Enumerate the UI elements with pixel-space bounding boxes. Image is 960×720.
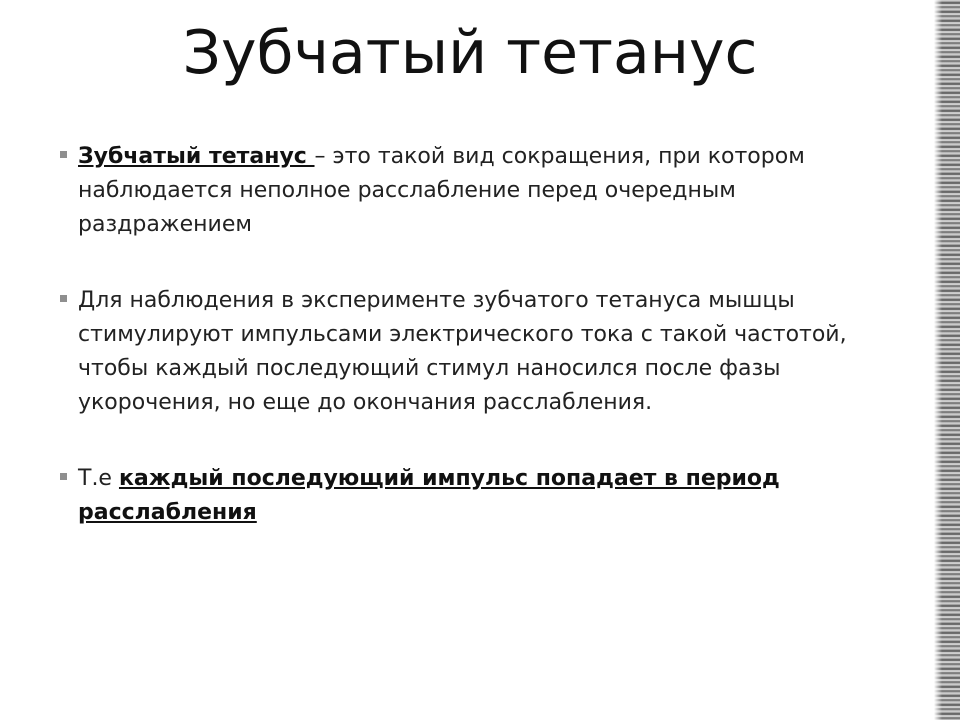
- square-bullet-icon: [60, 295, 67, 302]
- square-bullet-icon: [60, 151, 67, 158]
- conclusion-emphasis: каждый последующий импульс попадает в период расслабления: [78, 466, 780, 525]
- slide-content: [60, 140, 850, 530]
- conclusion-prefix: Т.е: [78, 466, 119, 491]
- decorative-edge-strip: [934, 0, 960, 720]
- bullet-item-definition: [60, 140, 850, 242]
- bullet-item-conclusion: [60, 462, 850, 530]
- definition-text: – это такой вид сокращения, при котором наблюдается неполное расслабление перед очередным раздражением: [78, 144, 805, 237]
- experiment-text: Для наблюдения в эксперименте зубчатого тетануса мышцы стимулируют импульсами электрического тока с такой частотой, чтобы каждый последующий стимул наносился после фазы укорочения, но еще до окончания расслабления.: [78, 288, 847, 415]
- slide-title: Зубчатый тетанус: [182, 18, 758, 88]
- bullet-item-experiment: [60, 284, 850, 420]
- term-highlight: Зубчатый тетанус: [78, 144, 315, 169]
- square-bullet-icon: [60, 473, 67, 480]
